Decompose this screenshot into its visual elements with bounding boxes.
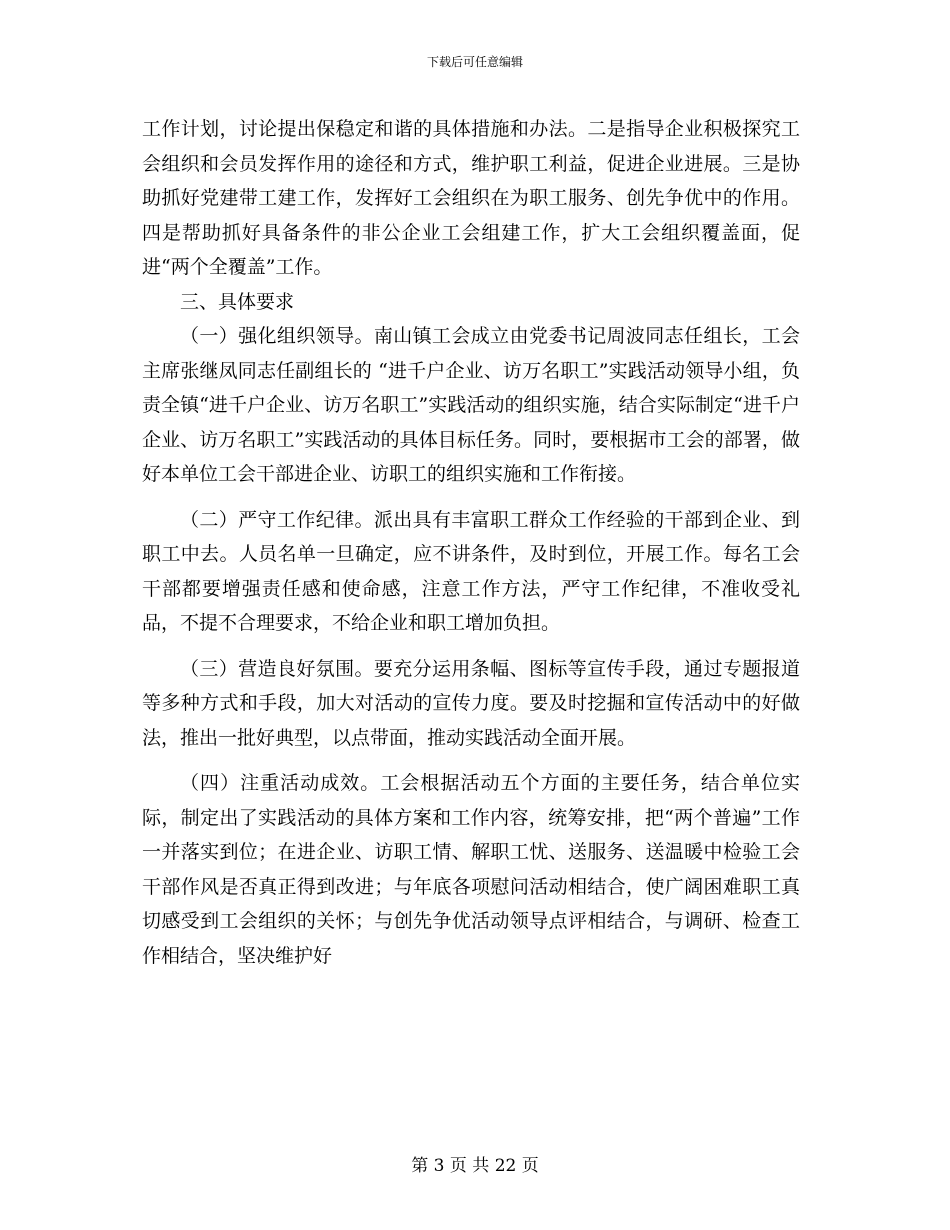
paragraph-effectiveness: （四）注重活动成效。工会根据活动五个方面的主要任务，结合单位实际，制定出了实践活动的具体方案和工作内容，统筹安排，把“两个普遍”工作一并落实到位；在进企业、访职工情、解职工忧、送服务、送温暖中检验工会干部作风是否真正得到改进；与年底各项慰问活动相结合，使广阔困难职工真切感受到工会组织的关怀；与创先争优活动领导点评相结合，与调研、检查工作相结合，坚决维护好 bbox=[142, 772, 800, 967]
paragraph-continuation: 工作计划，讨论提出保稳定和谐的具体措施和办法。二是指导企业积极探究工会组织和会员发挥作用的途径和方式，维护职工利益，促进企业进展。三是协助抓好党建带工建工作，发挥好工会组织在为职工服务、创先争优中的作用。四是帮助抓好具备条件的非公企业工会组建工作，扩大工会组织覆盖面，促进“两个全覆盖”工作。 bbox=[142, 118, 800, 278]
page-header-note: 下载后可任意编辑 bbox=[426, 55, 523, 69]
document-body bbox=[142, 112, 800, 973]
paragraph-atmosphere: （三）营造良好氛围。要充分运用条幅、图标等宣传手段，通过专题报道等多种方式和手段，加大对活动的宣传力度。要及时挖掘和宣传活动中的好做法，推出一批好典型，以点带面，推动实践活动全面开展。 bbox=[142, 657, 800, 749]
paragraph-organization-leadership: （一）强化组织领导。南山镇工会成立由党委书记周波同志任组长，工会主席张继凤同志任副组长的 “进千户企业、访万名职工”实践活动领导小组，负责全镇“进千户企业、访万名职工”实践活动的组织实施，结合实际制定“进千户企业、访万名职工”实践活动的具体目标任务。同时，要根据市工会的部署，做好本单位工会干部进企业、访职工的组织实施和工作衔接。 bbox=[142, 325, 800, 485]
paragraph-work-discipline: （二）严守工作纪律。派出具有丰富职工群众工作经验的干部到企业、到职工中去。人员名单一旦确定，应不讲条件，及时到位，开展工作。每名工会干部都要增强责任感和使命感，注意工作方法，严守工作纪律，不准收受礼品，不提不合理要求，不给企业和职工增加负担。 bbox=[142, 508, 800, 634]
section-heading-requirements: 三、具体要求 bbox=[180, 290, 295, 313]
page-number: 第 3 页 共 22 页 bbox=[411, 1156, 539, 1176]
